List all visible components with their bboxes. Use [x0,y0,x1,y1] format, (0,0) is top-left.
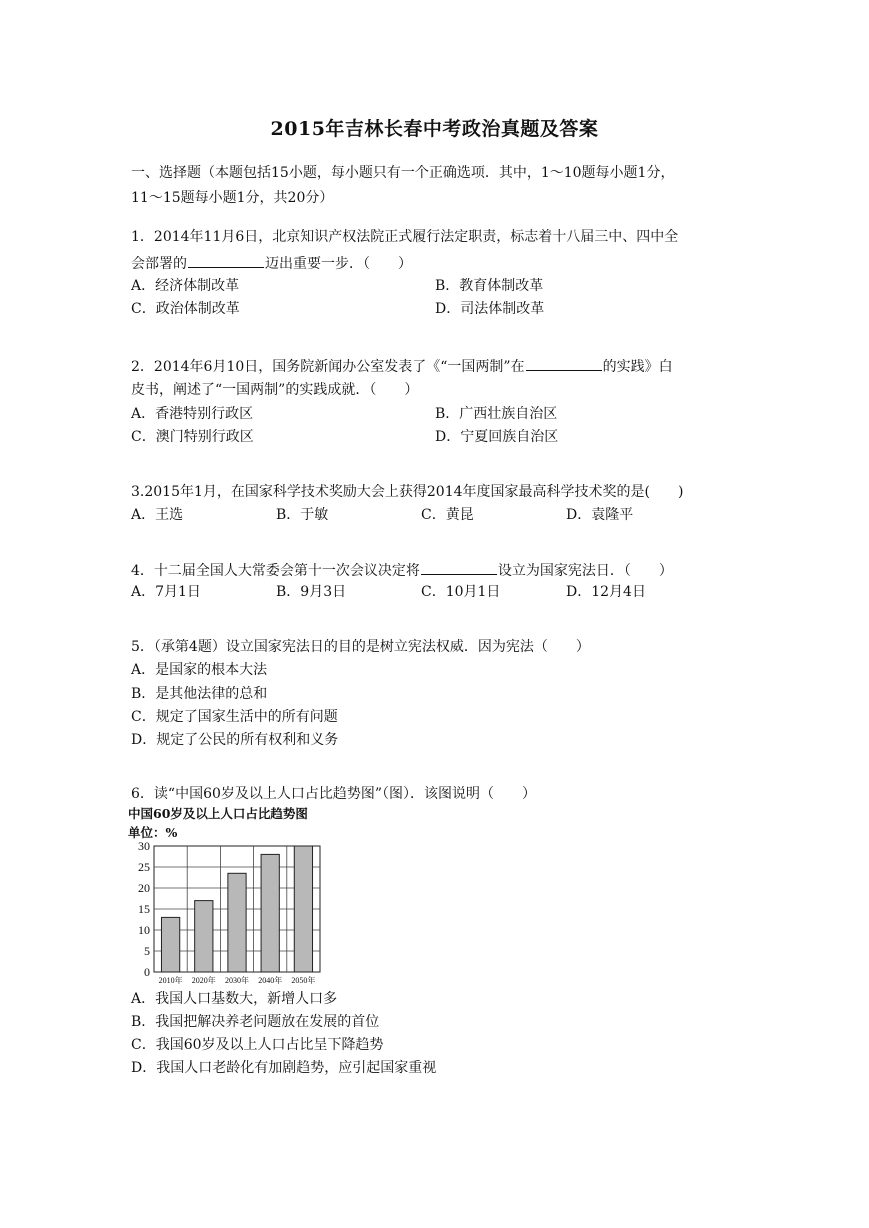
y-tick-label: 10 [138,923,150,937]
question-4-option-d: D．12月4日 [566,584,646,600]
question-5-option-a: A．是国家的根本大法 [131,662,268,678]
question-1-option-a: A．经济体制改革 [131,278,240,294]
question-4-text-post: 设立为国家宪法日．（ ） [497,563,673,579]
question-4-text-pre: 4．十二届全国人大常委会第十一次会议决定将 [131,563,420,579]
question-3-option-a: A．王选 [131,507,184,523]
question-2-option-b: B．广西壮族自治区 [435,406,558,422]
question-1-text-pre: 会部署的 [131,256,187,272]
question-2-option-c: C．澳门特别行政区 [131,429,254,445]
question-3-option-d: D．袁隆平 [566,507,634,523]
y-tick-label: 0 [144,965,150,979]
bar-2040年 [261,854,279,972]
question-5-line1: 5．（承第4题）设立国家宪法日的目的是树立宪法权威．因为宪法（ ） [131,639,590,655]
question-5-option-b: B．是其他法律的总和 [131,686,268,702]
question-1-line2 [131,253,412,273]
question-6-option-b: B．我国把解决养老问题放在发展的首位 [131,1014,380,1030]
chart-plot [128,840,328,990]
question-3-option-c: C．黄昆 [421,507,474,523]
x-tick-label: 2010年 [158,976,183,985]
x-tick-label: 2030年 [225,976,249,985]
y-tick-label: 20 [138,881,150,895]
x-tick-label: 2050年 [291,976,316,985]
bar-2050年 [294,846,312,972]
question-4-blank [421,560,497,575]
question-4-option-b: B．9月3日 [276,584,347,600]
question-2-text-post: 的实践》白 [602,359,673,375]
chart-title: 中国60岁及以上人口占比趋势图 [128,806,308,821]
chart-unit-label: 单位：% [128,825,178,840]
question-1-blank [188,253,264,268]
y-tick-label: 25 [138,860,150,874]
question-4-option-c: C．10月1日 [421,584,501,600]
population-chart [128,804,328,988]
section-instructions-line2: 11～15题每小题1分，共20分） [131,190,334,206]
question-3-line1: 3.2015年1月，在国家科学技术奖励大会上获得2014年度国家最高科学技术奖的是( ) [131,484,684,500]
question-2-text-pre: 2．2014年6月10日，国务院新闻办公室发表了《“一国两制”在 [131,359,525,375]
x-tick-label: 2040年 [258,976,283,985]
bar-2030年 [228,873,246,972]
y-tick-label: 30 [138,840,150,853]
question-3-option-b: B．于敏 [276,507,329,523]
question-1-option-d: D．司法体制改革 [435,301,545,317]
question-2-option-a: A．香港特别行政区 [131,406,254,422]
question-5-option-c: C．规定了国家生活中的所有问题 [131,709,338,725]
y-tick-label: 15 [138,902,150,916]
question-1-option-c: C．政治体制改革 [131,301,240,317]
question-6-line1: 6．读“中国60岁及以上人口占比趋势图”（图）．该图说明（ ） [131,786,537,802]
question-1-text-post: 迈出重要一步．（ ） [265,256,412,272]
bar-2020年 [195,901,213,972]
bar-2010年 [161,917,179,972]
question-5-option-d: D．规定了公民的所有权利和义务 [131,732,339,748]
question-6-option-a: A．我国人口基数大，新增人口多 [131,991,338,1007]
question-2-blank [526,356,602,371]
question-1-option-b: B．教育体制改革 [435,278,544,294]
x-tick-label: 2020年 [191,976,216,985]
page-title: 2015年吉林长春中考政治真题及答案 [270,118,599,140]
question-2-option-d: D．宁夏回族自治区 [435,429,559,445]
question-6-option-c: C．我国60岁及以上人口占比呈下降趋势 [131,1037,384,1053]
question-6-option-d: D．我国人口老龄化有加剧趋势，应引起国家重视 [131,1060,437,1076]
question-4-option-a: A．7月1日 [131,584,201,600]
question-4-line1 [131,560,673,580]
question-1-line1: 1．2014年11月6日，北京知识产权法院正式履行法定职责，标志着十八届三中、四中全 [131,229,679,245]
y-tick-label: 5 [144,944,150,958]
question-2-line1 [131,356,673,376]
question-2-line2: 皮书，阐述了“一国两制”的实践成就．（ ） [131,382,419,398]
section-instructions-line1: 一、选择题（本题包括15小题，每小题只有一个正确选项．其中，1～10题每小题1分， [131,165,675,181]
